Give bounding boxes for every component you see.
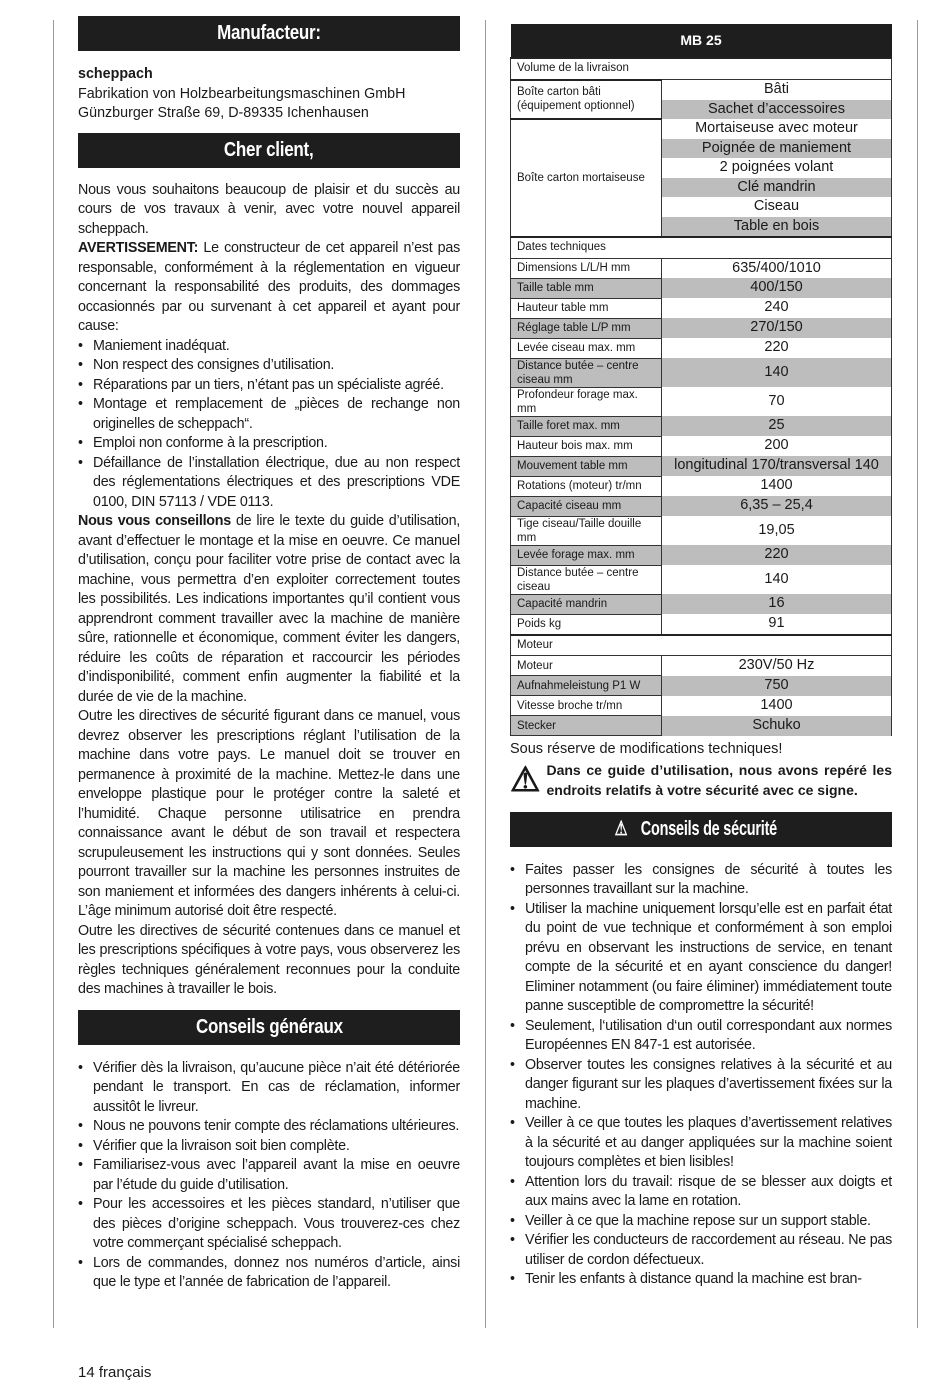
list-item: • Montage et remplacement de „pièces de rechange non originelles de scheppach“. bbox=[78, 395, 460, 434]
row-value: 230V/50 Hz bbox=[662, 656, 892, 676]
list-item: • Observer toutes les consignes relatives à la sécurité et au danger figurant sur les plaques d’avertissement fixées sur la machine. bbox=[510, 1056, 892, 1115]
list-item: • Lors de commandes, donnez nos numéros d’article, ainsi que le type et l’année de fabrication de l’appareil. bbox=[78, 1254, 460, 1293]
table-row bbox=[511, 436, 892, 456]
row-value: 16 bbox=[662, 594, 892, 614]
row-label: Rotations (moteur) tr/mn bbox=[511, 476, 662, 496]
row-value: Table en bois bbox=[662, 217, 892, 238]
list-item: • Défaillance de l’installation électrique, due au non respect des réglementations électriques et des prescriptions VDE 0100, DIN 57113 / VDE 0113. bbox=[78, 454, 460, 513]
row-value: 1400 bbox=[662, 476, 892, 496]
directives-paragraph: Outre les directives de sécurité figurant dans ce manuel, vous devrez observer les prescriptions réglant l’utilisation de la machine dans votre pays. Le manuel doit se trouver en permanence à proximité de la machine. Mettez-le dans une enveloppe plastique pour le protéger contre la saleté et l’humidité. Chaque personne utilisatrice en prendra connaissance avant le début de son travail et respectera scrupuleusement les instructions qui y sont données. Seules pourront travailler sur la machine les personnes instruites de son maniement et informées des dangers inhérents à celui-ci. L’âge minimum autorisé doit être respecté. bbox=[78, 708, 460, 919]
list-item: • Tenir les enfants à distance quand la machine est bran- bbox=[510, 1270, 892, 1290]
row-value: Mortaiseuse avec moteur bbox=[662, 119, 892, 139]
table-row bbox=[511, 80, 892, 100]
table-row bbox=[511, 476, 892, 496]
row-value: Ciseau bbox=[662, 197, 892, 217]
manufacturer-line: Günzburger Straße 69, D-89335 Ichenhausen bbox=[78, 105, 369, 121]
list-item: • Familiarisez-vous avec l’appareil avant la mise en oeuvre par l’étude du guide d’utilisation. bbox=[78, 1156, 460, 1195]
list-item: • Pour les accessoires et les pièces standard, n’utiliser que des pièces d’origine scheppach. Vous trouverez-ces chez votre commerçant spécialisé scheppach. bbox=[78, 1195, 460, 1254]
table-row bbox=[511, 496, 892, 516]
table-row bbox=[511, 298, 892, 318]
row-label: Taille foret max. mm bbox=[511, 416, 662, 436]
row-label: Capacité ciseau mm bbox=[511, 496, 662, 516]
row-label: Poids kg bbox=[511, 614, 662, 635]
row-label: Stecker bbox=[511, 716, 662, 736]
list-item: • Seulement, l‘utilisation d‘un outil correspondant aux normes Européennes EN 847-1 est autorisée. bbox=[510, 1017, 892, 1056]
table-row bbox=[511, 565, 892, 594]
model-header: MB 25 bbox=[511, 24, 892, 58]
row-label: Réglage table L/P mm bbox=[511, 318, 662, 338]
table-row bbox=[511, 696, 892, 716]
row-value: 70 bbox=[662, 387, 892, 416]
row-value: Sachet d’accessoires bbox=[662, 100, 892, 120]
row-value: 140 bbox=[662, 565, 892, 594]
row-value: Bâti bbox=[662, 80, 892, 100]
table-row bbox=[511, 258, 892, 278]
row-value: 1400 bbox=[662, 696, 892, 716]
row-label: Distance butée – centre ciseau bbox=[511, 565, 662, 594]
table-row bbox=[511, 318, 892, 338]
table-row bbox=[511, 656, 892, 676]
row-label: Profondeur forage max. mm bbox=[511, 387, 662, 416]
section-title: Dates techniques bbox=[511, 237, 892, 258]
list-item: • Vérifier dès la livraison, qu’aucune pièce n’ait été détériorée pendant le transport. En cas de réclamation, informer aussitôt le livreur. bbox=[78, 1059, 460, 1118]
row-label: Distance butée – centre ciseau mm bbox=[511, 358, 662, 387]
section-title: Volume de la livraison bbox=[511, 58, 892, 80]
manufacturer-heading: Manufacteur: bbox=[78, 16, 460, 51]
causes-list bbox=[78, 337, 460, 513]
manufacturer-line: Fabrikation von Holzbearbeitungsmaschinen GmbH bbox=[78, 85, 406, 102]
list-item: • Vérifier les conducteurs de raccordement au réseau. Ne pas utiliser de cordon défectueux. bbox=[510, 1231, 892, 1270]
list-item: • Utiliser la machine uniquement lorsqu’elle est en parfait état du point de vue technique et conformément à son emploi prévu en observant les instructions de service, en tenant compte de la sécurité et en ayant conscience du danger! Eliminer notamment (ou faire éliminer) immédiatement toute panne susceptible de compromettre la sécurité! bbox=[510, 900, 892, 1017]
warning-text: Le constructeur de cet appareil n’est pas responsable, conformément à la réglementation en vigueur concernant la responsabilité des produits, des dommages occasionnés par ou survenant à cet appareil et ayant pour cause: bbox=[78, 240, 460, 334]
row-value: 91 bbox=[662, 614, 892, 635]
list-item: • Nous ne pouvons tenir compte des réclamations ultérieures. bbox=[78, 1117, 460, 1137]
list-item: • Emploi non conforme à la prescription. bbox=[78, 434, 460, 454]
safety-list bbox=[510, 861, 892, 1290]
row-value: 220 bbox=[662, 545, 892, 565]
spec-table bbox=[510, 24, 892, 736]
row-label: Aufnahmeleistung P1 W bbox=[511, 676, 662, 696]
row-value: 19,05 bbox=[662, 516, 892, 545]
intro-paragraph: Nous vous souhaitons beaucoup de plaisir et du succès au cours de vos travaux à venir, avec votre nouvel appareil scheppach. bbox=[78, 181, 460, 237]
advice-label: Nous vous conseillons bbox=[78, 513, 231, 529]
table-row bbox=[511, 716, 892, 736]
advice-paragraph bbox=[78, 512, 460, 707]
list-item: • Veiller à ce que toutes les plaques d’avertissement relatives à la sécurité et au danger appliquées sur la machine soient toujours complètes et bien lisibles! bbox=[510, 1114, 892, 1173]
table-row bbox=[511, 416, 892, 436]
warning-label: AVERTISSEMENT: bbox=[78, 240, 199, 256]
row-label: Boîte carton bâti (équipement optionnel) bbox=[511, 80, 662, 120]
row-label: Capacité mandrin bbox=[511, 594, 662, 614]
row-label: Mouvement table mm bbox=[511, 456, 662, 476]
right-column bbox=[510, 24, 892, 1290]
list-item: • Non respect des consignes d’utilisation. bbox=[78, 356, 460, 376]
table-row bbox=[511, 338, 892, 358]
list-item: • Faites passer les consignes de sécurité à toutes les personnes travaillant sur la machine. bbox=[510, 861, 892, 900]
column-rule-right bbox=[917, 20, 918, 1328]
row-value: 270/150 bbox=[662, 318, 892, 338]
row-label: Hauteur table mm bbox=[511, 298, 662, 318]
row-value: 220 bbox=[662, 338, 892, 358]
list-item: • Veiller à ce que la machine repose sur un support stable. bbox=[510, 1212, 892, 1232]
row-value: Clé mandrin bbox=[662, 178, 892, 198]
general-list bbox=[78, 1059, 460, 1293]
row-value: 240 bbox=[662, 298, 892, 318]
manufacturer-name: scheppach bbox=[78, 66, 153, 82]
safety-warning-note bbox=[510, 760, 892, 800]
reserve-note: Sous réserve de modifications techniques! bbox=[510, 741, 783, 757]
row-label: Taille table mm bbox=[511, 278, 662, 298]
table-row bbox=[511, 676, 892, 696]
row-value: 635/400/1010 bbox=[662, 258, 892, 278]
warning-triangle-icon: ⚠ bbox=[510, 760, 541, 799]
warning-paragraph bbox=[78, 239, 460, 337]
table-row bbox=[511, 545, 892, 565]
row-label: Dimensions L/L/H mm bbox=[511, 258, 662, 278]
table-row bbox=[511, 278, 892, 298]
table-row bbox=[511, 358, 892, 387]
row-label: Tige ciseau/Taille douille mm bbox=[511, 516, 662, 545]
row-value: 400/150 bbox=[662, 278, 892, 298]
row-label: Boîte carton mortaiseuse bbox=[511, 119, 662, 237]
warning-note-text: Dans ce guide d’utilisation, nous avons repéré les endroits relatifs à votre sécurité avec ce signe. bbox=[546, 761, 892, 798]
column-rule-middle bbox=[485, 20, 486, 1328]
general-heading: Conseils généraux bbox=[78, 1010, 460, 1045]
table-row bbox=[511, 387, 892, 416]
row-value: 750 bbox=[662, 676, 892, 696]
table-row bbox=[511, 516, 892, 545]
advice-text: de lire le texte du guide d’utilisation, avant d’effectuer le montage et la mise en oeuvre. Ce manuel d’utilisation, conçu pour faciliter votre prise de contact avec la machine, vous permettra d’en exploiter correctement toutes les possibilités. Les indications importantes qu’il contient vous apprendront comment travailler avec la machine de manière sûre, rationnelle et économique, comment éviter les dangers, réduire les coûts de réparation et raccourcir les périodes d’indisponibilité, comment enfin augmenter la fiabilité et la durée de vie de la machine. bbox=[78, 513, 461, 705]
table-row bbox=[511, 594, 892, 614]
warning-triangle-icon: ⚠ bbox=[614, 817, 628, 840]
row-label: Levée forage max. mm bbox=[511, 545, 662, 565]
client-heading: Cher client, bbox=[78, 133, 460, 168]
list-item: • Réparations par un tiers, n’étant pas un spécialiste agréé. bbox=[78, 376, 460, 396]
page-footer: 14 français bbox=[78, 1364, 152, 1381]
row-label: Vitesse broche tr/mn bbox=[511, 696, 662, 716]
row-value: 2 poignées volant bbox=[662, 158, 892, 178]
row-value: 25 bbox=[662, 416, 892, 436]
general-section bbox=[78, 1010, 460, 1293]
section-title: Moteur bbox=[511, 635, 892, 656]
table-row bbox=[511, 614, 892, 635]
row-value: 200 bbox=[662, 436, 892, 456]
row-value: 140 bbox=[662, 358, 892, 387]
row-value: 6,35 – 25,4 bbox=[662, 496, 892, 516]
row-label: Moteur bbox=[511, 656, 662, 676]
row-label: Levée ciseau max. mm bbox=[511, 338, 662, 358]
column-rule-left bbox=[53, 20, 54, 1328]
table-row bbox=[511, 119, 892, 139]
list-item: • Vérifier que la livraison soit bien complète. bbox=[78, 1137, 460, 1157]
row-label: Hauteur bois max. mm bbox=[511, 436, 662, 456]
safety-heading: ⚠Conseils de sécurité bbox=[510, 812, 892, 847]
manufacturer-address bbox=[78, 65, 460, 124]
row-value: longitudinal 170/transversal 140 bbox=[662, 456, 892, 476]
row-value: Schuko bbox=[662, 716, 892, 736]
table-row bbox=[511, 456, 892, 476]
list-item: • Maniement inadéquat. bbox=[78, 337, 460, 357]
row-value: Poignée de maniement bbox=[662, 139, 892, 159]
left-column bbox=[78, 16, 460, 1293]
list-item: • Attention lors du travail: risque de se blesser aux doigts et aux mains avec la lame en rotation. bbox=[510, 1173, 892, 1212]
rules-paragraph: Outre les directives de sécurité contenues dans ce manuel et les prescriptions spécifiques à votre pays, vous observerez les règles techniques généralement reconnues pour la conduite des machines à travailler le bois. bbox=[78, 922, 460, 997]
